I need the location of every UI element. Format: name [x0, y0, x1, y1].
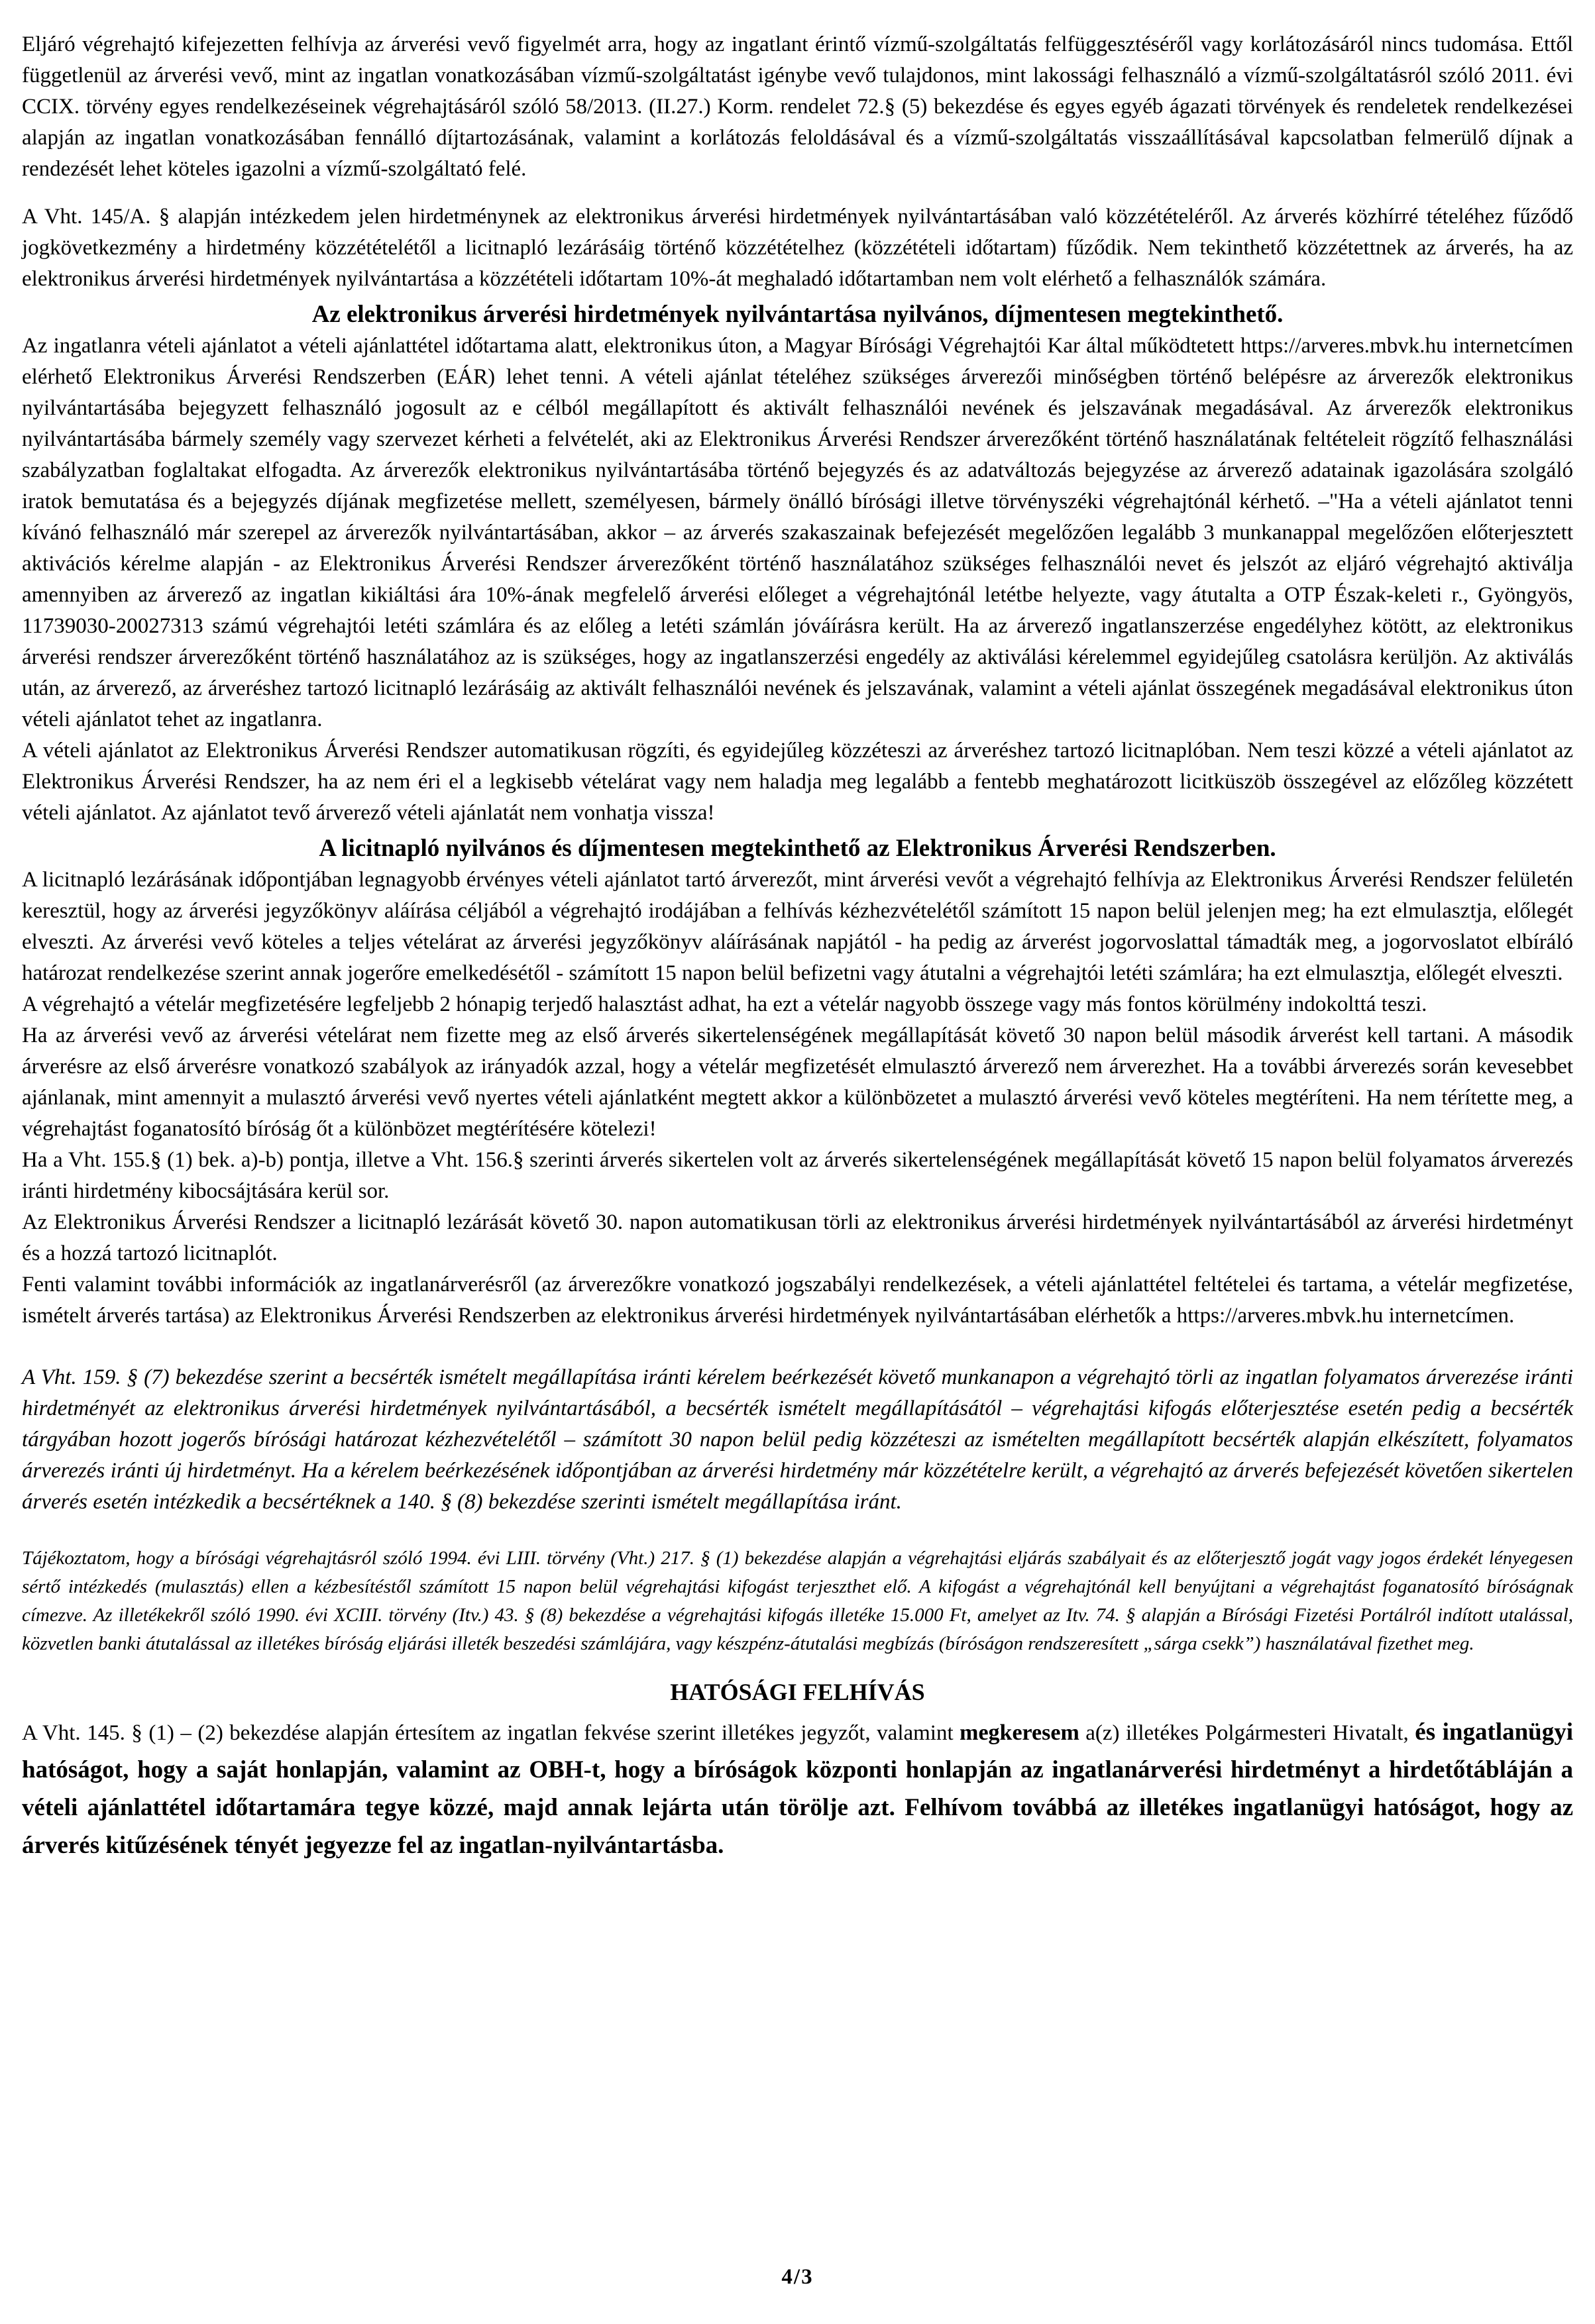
authority-text-regular-1: A Vht. 145. § (1) – (2) bekezdése alapján értesítem az ingatlan fekvése szerint illetékes jegyzőt, valamint [22, 1721, 960, 1745]
authority-text-bold-1: megkeresem [960, 1720, 1079, 1745]
paragraph-auto-deletion: Az Elektronikus Árverési Rendszer a licitnapló lezárását követő 30. napon automatikusan törli az elektronikus árverési hirdetmények nyilvántartásából az árverési hirdetményt és a hozzá tartozó licitnaplót. [22, 1210, 1573, 1265]
authority-text-bold-2: és ingatlanügyi hatóságot, hogy a saját honlapján, valamint az OBH-t, hogy a bíróságok központi honlapján az ingatlanárverési hirdetményt a hirdetőtábláján a vételi ajánlattétel időtartamára tegye közzé, majd annak lejárta után törölje azt. Felhívom továbbá az illetékes ingatlanügyi hatóságot, hogy az árverés kitűzésének tényét jegyezze fel az ingatlan-nyilvántartásba. [22, 1718, 1574, 1859]
paragraph-failed-auction: Ha a Vht. 155.§ (1) bek. a)-b) pontja, illetve a Vht. 156.§ szerinti árverés sikertelen volt az árverés sikertelenségének megállapítását követő 15 napon belül folyamatos árverezés iránti hirdetmény kibocsájtására kerül sor. [22, 1148, 1573, 1203]
paragraph-bidlog-closing: A licitnapló lezárásának időpontjában legnagyobb érvényes vételi ajánlatot tartó árverezőt, mint árverési vevőt a végrehajtó felhívja az Elektronikus Árverési Rendszer felületén keresztül, hogy az árverési jegyzőkönyv aláírása céljából a végrehajtó irodájában a felhívás kézhezvételétől számított 15 napon belül jelenjen meg; ha ezt elmulasztja, előlegét elveszti. Az árverési vevő köteles a teljes vételárat az árverési jegyzőkönyv aláírásának napjától - ha pedig az árverést jogorvoslattal támadták meg, a jogorvoslatot elbíráló határozat rendelkezése szerint annak jogerőre emelkedésétől - számított 15 napon belül befizetni vagy átutalni a végrehajtói letéti számlára; ha ezt elmulasztja, előlegét elveszti. [22, 868, 1573, 985]
heading-registry-public: Az elektronikus árverési hirdetmények nyilvántartása nyilvános, díjmentesen megtekinthető. [311, 301, 1284, 328]
paragraph-further-info: Fenti valamint további információk az ingatlanárverésről (az árverezőkre vonatkozó jogszabályi rendelkezések, a vételi ajánlattétel feltételei és tartama, a vételár megfizetése, ismételt árverés tartása) az Elektronikus Árverési Rendszerben az elektronikus árverési hirdetmények nyilvántartásában elérhetők a https://arveres.mbvk.hu internetcímen. [22, 1273, 1573, 1328]
page-number: 4/3 [781, 2265, 814, 2289]
paragraph-water-service-notice: Eljáró végrehajtó kifejezetten felhívja az árverési vevő figyelmét arra, hogy az ingatlant érintő vízmű-szolgáltatás felfüggesztéséről vagy korlátozásáról nincs tudomása. Ettől függetlenül az árverési vevő, mint az ingatlan vonatkozásában vízmű-szolgáltatást igénybe vevő tulajdonos, mint lakossági felhasználó a vízmű-szolgáltatásról szóló 2011. évi CCIX. törvény egyes rendelkezéseinek végrehajtásáról szóló 58/2013. (II.27.) Korm. rendelet 72.§ (5) bekezdése és egyes egyéb ágazati törvények és rendeletek rendelkezései alapján az ingatlan vonatkozásában fennálló díjtartozásának, valamint a korlátozás feloldásával és a vízmű-szolgáltatás visszaállításával kapcsolatban felmerülő díjnak a rendezését lehet köteles igazolni a vízmű-szolgáltató felé. [22, 32, 1573, 181]
heading-authority-notice: HATÓSÁGI FELHÍVÁS [670, 1679, 925, 1705]
paragraph-authority-notice [22, 1714, 1573, 1865]
paragraph-payment-deferral: A végrehajtó a vételár megfizetésére legfeljebb 2 hónapig terjedő halasztást adhat, ha ezt a vételár nagyobb összege vagy más fontos körülmény indokolttá teszi. [22, 992, 1427, 1016]
paragraph-objection-info: Tájékoztatom, hogy a bírósági végrehajtásról szóló 1994. évi LIII. törvény (Vht.) 217. § (1) bekezdése alapján a végrehajtási eljárás szabályait és az előterjesztő jogát vagy jogos érdekét lényegesen sértő intézkedés (mulasztás) ellen a kézbesítéstől számított 15 napon belül végrehajtási kifogást terjeszthet elő. A kifogást a végrehajtónál kell benyújtani a végrehajtást foganatosító bíróságnak címezve. Az illetékekről szóló 1990. évi XCIII. törvény (Itv.) 43. § (8) bekezdése a végrehajtási kifogás illetéke 15.000 Ft, amelyet az Itv. 74. § alapján a Bírósági Fizetési Portálról indított utalással, közvetlen banki átutalással az illetékes bíróság eljárási illeték beszedési számlájára, vagy készpénz-átutalási megbízás (bíróságon rendszeresített „sárga csekk”) használatával fizethet meg. [22, 1548, 1573, 1654]
paragraph-second-auction: Ha az árverési vevő az árverési vételárat nem fizette meg az első árverés sikertelenségének megállapítását követő 30 napon belül második árverést kell tartani. A második árverésre az első árverésre vonatkozó szabályok az irányadók azzal, hogy a vételár megfizetését elmulasztó árverező nem árverezhet. Ha a további árverezés során kevesebbet ajánlanak, mint amennyit a mulasztó árverési vevő nyertes vételi ajánlatként megtett akkor a különbözetet a mulasztó árverési vevő köteles megtéríteni. Ha nem térítette meg, a végrehajtást foganatosító bíróság őt a különbözet megtérítésére kötelezi! [22, 1024, 1573, 1141]
authority-text-regular-2: a(z) illetékes Polgármesteri Hivatalt, [1079, 1721, 1415, 1745]
paragraph-bidding-system: Az ingatlanra vételi ajánlatot a vételi ajánlattétel időtartama alatt, elektronikus úton, a Magyar Bírósági Végrehajtói Kar által működtetett https://arveres.mbvk.hu internetcímen elérhető Elektronikus Árverési Rendszerben (EÁR) lehet tenni. A vételi ajánlat tételéhez szükséges árverezői minőségben történő belépésre az árverezők elektronikus nyilvántartásába bejegyzett felhasználó jogosult az e célból megállapított és aktivált felhasználói nevének és jelszavának megadásával. Az árverezők elektronikus nyilvántartásába bármely személy vagy szervezet kérheti a felvételét, aki az Elektronikus Árverési Rendszer árverezőként történő használatának feltételeit rögzítő felhasználási szabályzatban foglaltakat elfogadta. Az árverezők elektronikus nyilvántartásába történő bejegyzés és az adatváltozás bejegyzése az árverező adatainak igazolására szolgáló iratok bemutatása és a bejegyzés díjának megfizetése mellett, személyesen, bármely önálló bírósági illetve törvényszéki végrehajtónál kérhető. –"Ha a vételi ajánlatot tenni kívánó felhasználó már szerepel az árverezők nyilvántartásában, akkor – az árverés szakaszainak befejezését megelőzően legalább 3 munkanappal megelőzően előterjesztett aktivációs kérelme alapján - az Elektronikus Árverési Rendszer árverezőként történő használatához szükséges felhasználói nevet és jelszót az eljáró végrehajtó aktiválja amennyiben az árverező az ingatlan kikiáltási ára 10%-ának megfelelő árverési előleget a végrehajtónál letétbe helyezte, vagy átutalta a OTP Észak-keleti r., Gyöngyös, 11739030-20027313 számú végrehajtói letéti számlára és az előleg a letéti számlán jóváírásra került. Ha az árverező ingatlanszerzése engedélyhez kötött, az elektronikus árverési rendszer árverezőként történő használatához az is szükséges, hogy az ingatlanszerzési engedély az aktiválási kérelemmel egyidejűleg csatolásra kerüljön. Az aktiválás után, az árverező, az árveréshez tartozó licitnapló lezárásáig az aktivált felhasználói nevének és jelszavának, valamint a vételi ajánlat összegének megadásával elektronikus úton vételi ajánlatot tehet az ingatlanra. [22, 334, 1573, 731]
heading-bidlog-public: A licitnapló nyilvános és díjmentesen megtekinthető az Elektronikus Árverési Rendszerben. [319, 835, 1276, 862]
paragraph-publication-notice: A Vht. 145/A. § alapján intézkedem jelen hirdetménynek az elektronikus árverési hirdetmények nyilvántartásában való közzétételéről. Az árverés közhírré tételéhez fűződő jogkövetkezmény a hirdetmény közzétételétől a licitnapló lezárásáig történő közzétételhez (közzétételi időtartam) fűződik. Nem tekinthető közzétettnek az árverés, ha az elektronikus árverési hirdetmények nyilvántartása a közzétételi időtartam 10%-át meghaladó időtartamban nem volt elérhető a felhasználók számára. [22, 205, 1573, 291]
paragraph-bid-recording: A vételi ajánlatot az Elektronikus Árverési Rendszer automatikusan rögzíti, és egyidejűleg közzéteszi az árveréshez tartozó licitnaplóban. Nem teszi közzé a vételi ajánlatot az Elektronikus Árverési Rendszer, ha az nem éri el a legkisebb vételárat vagy nem haladja meg legalább a fentebb meghatározott licitküszöb összegével az előzőleg közzétett vételi ajánlatot. Az ajánlatot tevő árverező vételi ajánlatát nem vonhatja vissza! [22, 739, 1573, 825]
paragraph-estimated-value-review: A Vht. 159. § (7) bekezdése szerint a becsérték ismételt megállapítása iránti kérelem beérkezését követő munkanapon a végrehajtó törli az ingatlan folyamatos árverezése iránti hirdetményét az elektronikus árverési hirdetmények nyilvántartásából, a becsérték ismételt megállapításától – végrehajtási kifogás előterjesztése esetén pedig a becsérték tárgyában hozott jogerős bírósági határozat kézhezvételétől – számított 30 napon belül pedig közzéteszi az ismételten megállapított becsérték alapján elkészített, folyamatos árverezés iránti új hirdetményt. Ha a kérelem beérkezésének időpontjában az árverési hirdetmény már közzétételre került, a végrehajtó az árverés befejezését követően sikertelen árverés esetén intézkedik a becsértéknek a 140. § (8) bekezdése szerinti ismételt megállapítása iránt. [22, 1365, 1573, 1514]
